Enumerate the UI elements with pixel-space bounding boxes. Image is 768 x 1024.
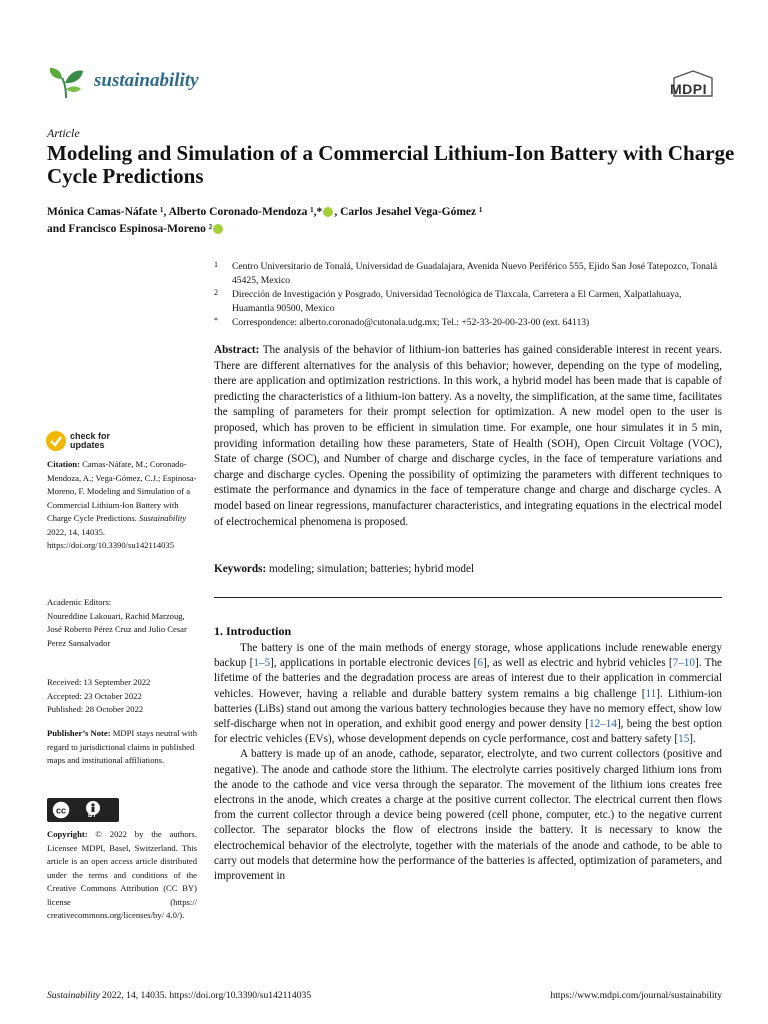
author-list — [47, 204, 737, 238]
footer-journal-url[interactable]: https://www.mdpi.com/journal/sustainability — [550, 990, 722, 1001]
publisher-note: Publisher’s Note: MDPI stays neutral with regard to jurisdictional claims in published maps and institutional affiliations. — [47, 728, 197, 765]
citation-block: Citation: Camas-Náfate, M.; Coronado-Mendoza, A.; Vega-Gómez, C.J.; Espinosa-Moreno, F. Modeling and Simulation of a Commercial Lithium-Ion Battery with Charge Cycle Predictions. Sustainability 2022, 14, 14035. https://doi.org/10.3390/su142114035 — [47, 459, 197, 550]
section-heading: 1. Introduction — [214, 624, 292, 638]
paragraph: A battery is made up of an anode, cathode, separator, electrolyte, and two current collectors (positive and negative). The anode and cathode store the lithium. The electrolyte carries positively charged lithium ions from the anode to the cathode and vice versa through the separator. The movement of the lithium ions creates free electrons in the anode, which creates a charge at the positive current collector. The electrical current then flows from the current collector through a device being powered (cell phone, computer, etc.) to the negative current collector. The separator blocks the flow of electrons inside the battery. It is necessary to know the electrochemical behavior of the electrolyte, together with the materials of the anode and cathode, to be able to carry out models that determine how the performance of the batteries is affected, optimization of parameters, and improvement in — [214, 748, 722, 883]
citation-doi-link[interactable]: 2022, 14, 14035. https://doi.org/10.3390/su142114035 — [47, 526, 175, 550]
authors-line1: Mónica Camas-Náfate ¹, Alberto Coronado-Mendoza ¹,* — [47, 206, 323, 218]
affiliation-item: 1 Centro Universitario de Tonalá, Universidad de Guadalajara, Avenida Nuevo Periférico 555, Ejido San José Tatepozco, Tonalá 45425, Mexico — [214, 260, 718, 286]
orcid-icon[interactable] — [213, 224, 223, 234]
reference-link[interactable]: 11 — [645, 687, 657, 700]
cc-by-license-badge[interactable]: cc BY — [47, 798, 119, 822]
abstract — [214, 343, 722, 530]
copyright-notice: Copyright: © 2022 by the authors. Licensee MDPI, Basel, Switzerland. This article is an open access article distributed under the terms and conditions of the Creative Commons Attribution (CC BY) license (https:// creativecommons.org/licenses/by/ 4.0/). — [47, 829, 197, 920]
check-for-updates-button[interactable]: check for updates — [45, 430, 165, 454]
abstract-label: Abstract: — [214, 344, 260, 356]
academic-editors: Academic Editors: Noureddine Lakouari, Rachid Marzoug, José Roberto Pérez Cruz and Julio Cesar Perez Sansalvador — [47, 597, 187, 648]
paragraph: The battery is one of the main methods of energy storage, whose applications include renewable energy backup [1–5], applications in portable electronic devices [6], as well as electric and hybrid vehicles [7–10]. The lifetime of the batteries and the degradation process are areas of interest due to their application in commercial vehicles. However, having a reliable and durable battery system remains a big challenge [11]. Lithium-ion batteries (LiBs) stand out among the various battery technologies because they have no memory effect, show low self-discharge when not in operation, and exhibit good energy and power density [12–14], being the best option for electric vehicles (EVs), whose development depends on cycle performance, cost and battery safety [15]. — [214, 642, 723, 746]
orcid-icon[interactable] — [323, 207, 333, 217]
svg-text:cc: cc — [55, 805, 67, 816]
authors-line1b: , Carlos Jesahel Vega-Gómez ¹ — [334, 206, 483, 218]
reference-link[interactable]: 6 — [477, 657, 483, 670]
introduction-body — [214, 641, 722, 884]
mdpi-logo[interactable] — [666, 70, 720, 100]
article-title: Modeling and Simulation of a Commercial Lithium-Ion Battery with Charge Cycle Predictions — [47, 141, 735, 188]
affiliations — [214, 260, 724, 330]
keywords-text: modeling; simulation; batteries; hybrid model — [269, 563, 475, 575]
keywords — [214, 563, 722, 575]
mdpi-logo-text: MDPI — [670, 81, 707, 97]
journal-leaf-logo-icon — [47, 65, 85, 99]
article-type: Article — [47, 126, 80, 140]
correspondence: * Correspondence: alberto.coronado@cutonala.udg.mx; Tel.: +52-33-20-00-23-00 (ext. 64113) — [214, 316, 590, 328]
keywords-label: Keywords: — [214, 563, 267, 575]
publication-dates: Received: 13 September 2022 Accepted: 23 October 2022 Published: 28 October 2022 — [47, 677, 151, 714]
authors-line2: and Francisco Espinosa-Moreno ² — [47, 223, 213, 235]
reference-link[interactable]: 1–5 — [253, 657, 271, 670]
reference-link[interactable]: 15 — [678, 733, 690, 746]
affiliation-item: 2 Dirección de Investigación y Posgrado, Universidad Tecnológica de Tlaxcala, Carretera a El Carmen, Xalpatlahuaya, Huamantla 90500, Mexico — [214, 288, 682, 314]
section-divider — [214, 597, 722, 598]
reference-link[interactable]: 7–10 — [672, 657, 695, 670]
footer-citation: Sustainability 2022, 14, 14035. https://doi.org/10.3390/su142114035 — [47, 990, 312, 1001]
reference-link[interactable]: 12–14 — [588, 718, 617, 731]
journal-name[interactable]: sustainability — [94, 70, 199, 91]
abstract-text: The analysis of the behavior of lithium-ion batteries has gained considerable interest in recent years. There are different alternatives for the analysis of this behavior; however, depending on the type of modeling, there are application and optimization restrictions. In this work, a hybrid model has been made that is capable of predicting the characteristics of a lithium-ion battery. As a novelty, the simplification, at the same time, facilitates the sampling of parameters for their prompt selection for optimization. A new model open to the user is proposed, which has proven to be efficient in simulation time. For example, one hour simulates it in 5 min, providing information detailing how these parameters, State of Health (SOH), Open Circuit Voltage (VOC), State of charge (SOC), and Number of charge and discharge cycles, in the face of temperature variations and charge and discharge cycles. Opening the possibility of optimizing the parameters with different techniques to estimate the performance and dynamics in the face of temperature change and charge and discharge cycles. A model based on linear regressions, manufacturer characteristics, and integrating equations in the electrical model of electrochemical phenomena is proposed. — [214, 344, 722, 528]
check-for-updates-icon — [45, 430, 67, 452]
